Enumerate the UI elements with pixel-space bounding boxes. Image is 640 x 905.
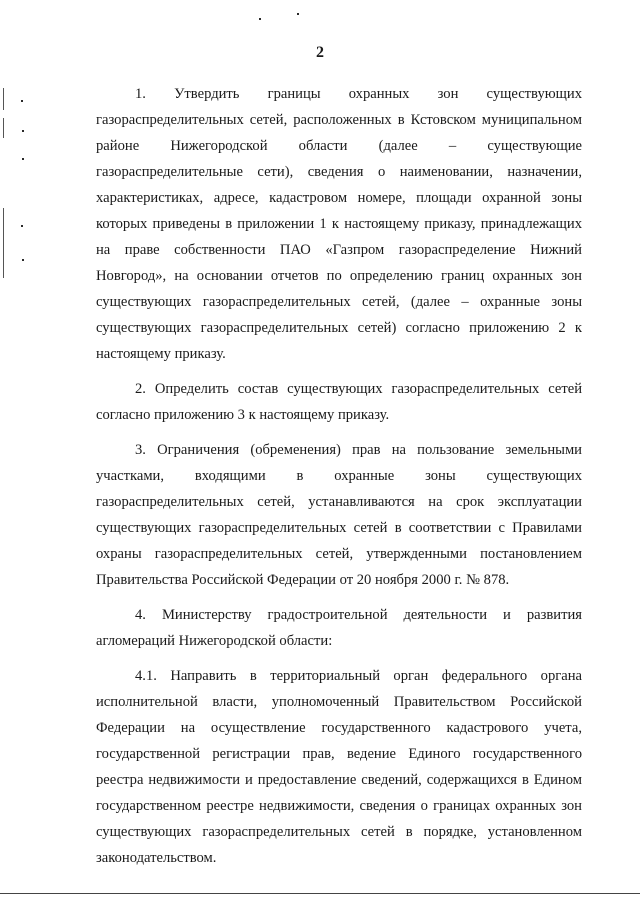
paragraph-line: настоящему приказу. xyxy=(96,346,226,362)
paragraph-line: законодательством. xyxy=(96,850,217,866)
paragraph-line: существующих газораспределительных сетей) согласно приложению 2 к xyxy=(96,320,582,336)
paragraph-line: реестра недвижимости и предоставление сведений, содержащихся в Едином xyxy=(96,772,582,788)
paragraph-line: исполнительной власти, уполномоченный Правительством Российской xyxy=(96,694,582,710)
paragraph-line: газораспределительных сетей, устанавливаются на срок эксплуатации xyxy=(96,494,582,510)
paragraph-line: существующих газораспределительных сетей в соответствии с Правилами xyxy=(96,520,582,536)
scan-speck xyxy=(297,13,299,15)
paragraph-line: охраны газораспределительных сетей, утвержденными постановлением xyxy=(96,546,582,562)
paragraph-line: участками, входящими в охранные зоны существующих xyxy=(96,468,582,484)
paragraph-line: районе Нижегородской области (далее – существующие xyxy=(96,138,582,154)
scan-bottom-edge xyxy=(0,893,640,894)
paragraph-line: агломераций Нижегородской области: xyxy=(96,633,333,649)
scan-speck xyxy=(22,158,24,160)
scan-left-edge xyxy=(3,118,4,138)
scan-speck xyxy=(22,130,24,132)
paragraph-line: газораспределительных сетей, расположенных в Кстовском муниципальном xyxy=(96,112,582,128)
paragraph-line: существующих газораспределительных сетей, (далее – охранные зоны xyxy=(96,294,582,310)
paragraph-line: Федерации на осуществление государственного кадастрового учета, xyxy=(96,720,582,736)
scan-speck xyxy=(259,18,261,20)
scan-left-edge xyxy=(3,88,4,110)
page-number: 2 xyxy=(316,44,324,61)
paragraph-line: которых приведены в приложении 1 к настоящему приказу, принадлежащих xyxy=(96,216,582,232)
paragraph-line: 4. Министерству градостроительной деятельности и развития xyxy=(135,607,582,623)
paragraph-line: Новгород», на основании отчетов по определению границ охранных зон xyxy=(96,268,582,284)
paragraph-line: 3. Ограничения (обременения) прав на пользование земельными xyxy=(135,442,582,458)
paragraph-line: согласно приложению 3 к настоящему приказу. xyxy=(96,407,390,423)
paragraph-line: существующих газораспределительных сетей в порядке, установленном xyxy=(96,824,582,840)
paragraph-line: Правительства Российской Федерации от 20 ноября 2000 г. № 878. xyxy=(96,572,510,588)
paragraph-line: государственной регистрации прав, ведение Единого государственного xyxy=(96,746,582,762)
scan-speck xyxy=(21,225,23,227)
paragraph-line: на праве собственности ПАО «Газпром газораспределение Нижний xyxy=(96,242,582,258)
paragraph-line: характеристиках, адресе, кадастровом номере, площади охранной зоны xyxy=(96,190,582,206)
scan-speck xyxy=(21,100,23,102)
paragraph-line: 1. Утвердить границы охранных зон существующих xyxy=(135,86,582,102)
scan-speck xyxy=(22,259,24,261)
paragraph-line: газораспределительные сети), сведения о наименовании, назначении, xyxy=(96,164,582,180)
scan-left-edge xyxy=(3,208,4,278)
paragraph-line: 4.1. Направить в территориальный орган федерального органа xyxy=(135,668,582,684)
paragraph-line: государственном реестре недвижимости, сведения о границах охранных зон xyxy=(96,798,582,814)
paragraph-line: 2. Определить состав существующих газораспределительных сетей xyxy=(135,381,582,397)
